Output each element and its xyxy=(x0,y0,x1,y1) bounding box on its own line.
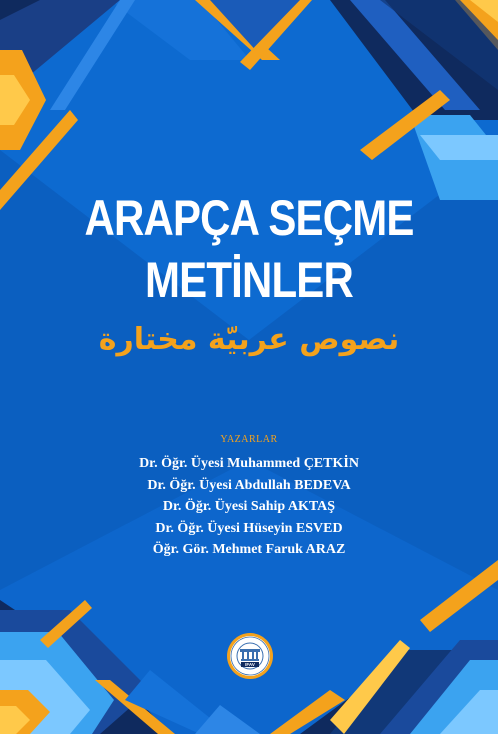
seal-text: IFAV xyxy=(245,662,255,667)
title-line-2: METİNLER xyxy=(145,252,353,308)
author-name: Öğr. Gör. Mehmet Faruk ARAZ xyxy=(152,542,346,557)
authors-label: YAZARLAR xyxy=(220,434,278,445)
arabic-subtitle: نصوص عربيّة مختارة xyxy=(98,322,400,357)
title-line-1: ARAPÇA SEÇME xyxy=(84,190,414,246)
author-name: Dr. Öğr. Üyesi Sahip AKTAŞ xyxy=(162,499,336,514)
author-name: Dr. Öğr. Üyesi Hüseyin ESVED xyxy=(155,520,343,536)
authors-list xyxy=(0,453,498,561)
publisher-seal-logo xyxy=(226,632,274,680)
author-name: Dr. Öğr. Üyesi Muhammed ÇETKİN xyxy=(139,456,359,471)
author-name: Dr. Öğr. Üyesi Abdullah BEDEVA xyxy=(147,477,351,493)
